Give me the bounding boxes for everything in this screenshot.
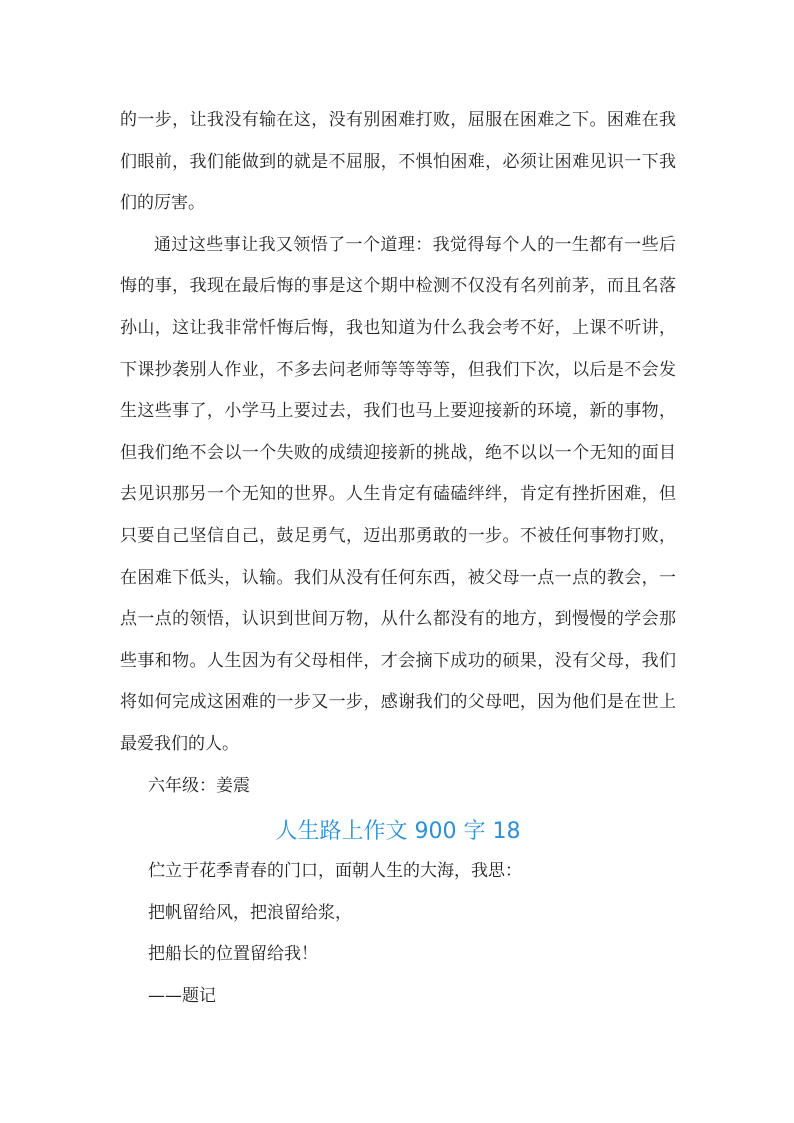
poem-line-2: 把船长的位置留给我！ [148, 944, 318, 965]
paragraph-continued: 的一步，让我没有输在这，没有别困难打败，屈服在困难之下。困难在我们眼前，我们能做到的就是不屈服，不惧怕困难，必须让困难见识一下我们的厉害。 [120, 110, 676, 214]
epigraph-label: ——题记 [148, 985, 216, 1006]
poem-line-1: 把帆留给风，把浪留给浆， [148, 902, 352, 923]
author-line: 六年级：姜震 [148, 775, 250, 796]
essay-opening-line: 伫立于花季青春的门口，面朝人生的大海，我思： [148, 861, 522, 882]
paragraph-main: 通过这些事让我又领悟了一个道理：我觉得每个人的一生都有一些后悔的事，我现在最后悔的事是这个期中检测不仅没有名列前茅，而且名落孙山，这让我非常忏悔后悔，我也知道为什么我会考不好，上课不听讲，下课抄袭别人作业，不多去问老师等等等等，但我们下次，以后是不会发生这些事了，小学马上要过去，我们也马上要迎接新的环境，新的事物，但我们绝不会以一个失败的成绩迎接新的挑战，绝不以以一个无知的面目去见识那另一个无知的世界。人生肯定有磕磕绊绊，肯定有挫折困难，但只要自己坚信自己，鼓足勇气，迈出那勇敢的一步。不被任何事物打败，在困难下低头，认输。我们从没有任何东西，被父母一点一点的教会，一点一点的领悟，认识到世间万物，从什么都没有的地方，到慢慢的学会那些事和物。人生因为有父母相伴，才会摘下成功的硕果，没有父母，我们将如何完成这困难的一步又一步，感谢我们的父母吧，因为他们是在世上最爱我们的人。 [120, 234, 676, 754]
essay-heading: 人生路上作文 900 字 18 [275, 819, 521, 845]
document-content [120, 100, 676, 1017]
